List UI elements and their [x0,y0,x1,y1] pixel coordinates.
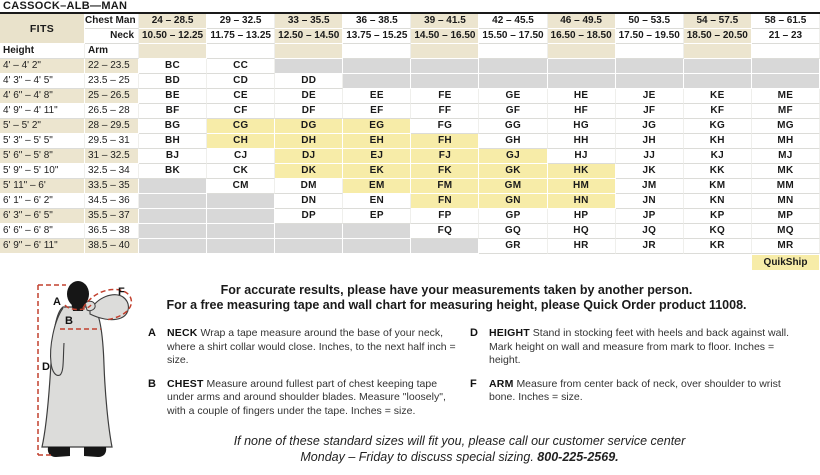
height-range-cell: 4' 9" – 4' 11" [0,104,85,119]
note-height-term: HEIGHT [489,327,530,339]
table-row [0,149,820,164]
size-code-cell: MJ [752,149,820,164]
unavailable-cell [548,74,616,89]
size-code-cell: EP [343,209,411,224]
arm-col-label: Arm [85,44,139,59]
size-code-cell: BF [139,104,207,119]
size-code-cell: HF [548,104,616,119]
height-range-cell: 5' 11" – 6' [0,179,85,194]
unavailable-cell [275,59,343,74]
size-code-cell: HJ [548,149,616,164]
size-code-cell: GN [479,194,547,209]
table-row [0,119,820,134]
size-code-cell: EE [343,89,411,104]
arm-range-cell: 25 – 26.5 [85,89,139,104]
measure-notes-right [470,327,798,415]
size-code-cell: EK [343,164,411,179]
size-code-cell: HQ [548,224,616,239]
size-code-cell: GE [479,89,547,104]
table-row [0,164,820,179]
arm-range-cell: 32.5 – 34 [85,164,139,179]
table-row [0,179,820,194]
neck-range-header: 13.75 – 15.25 [343,29,411,44]
neck-range-header: 17.50 – 19.50 [616,29,684,44]
size-table-body [0,59,820,254]
note-neck-term: NECK [167,327,198,339]
neck-range-header: 18.50 – 20.50 [684,29,752,44]
unavailable-cell [343,59,411,74]
header-spacer-cell [548,44,616,59]
size-code-cell: FP [411,209,479,224]
size-code-cell: BG [139,119,207,134]
size-code-cell: GJ [479,149,547,164]
arm-range-cell: 26.5 – 28 [85,104,139,119]
note-height-key: D [470,327,478,339]
header-spacer-cell [343,44,411,59]
size-code-cell: KH [684,134,752,149]
size-code-cell: JP [616,209,684,224]
unavailable-cell [752,74,820,89]
fits-label: FITS [0,14,85,44]
size-code-cell: DN [275,194,343,209]
size-code-cell: EN [343,194,411,209]
intro-text [93,283,820,313]
table-row [0,239,820,254]
left-shoe [48,447,70,457]
arm-range-cell: 29.5 – 31 [85,134,139,149]
size-code-cell: BJ [139,149,207,164]
size-code-cell: FH [411,134,479,149]
size-code-cell: MH [752,134,820,149]
height-range-cell: 6' 1" – 6' 2" [0,194,85,209]
unavailable-cell [139,209,207,224]
height-range-cell: 4' – 4' 2" [0,59,85,74]
size-code-cell: DP [275,209,343,224]
note-chest [148,378,466,419]
note-height-text: Stand in stocking feet with heels and back against wall. Mark height on wall and measure from mark to floor. Inches = height. [489,327,790,366]
size-code-cell: FM [411,179,479,194]
size-code-cell: CF [207,104,275,119]
table-row [0,209,820,224]
header-spacer-cell [616,44,684,59]
height-range-cell: 5' 6" – 5' 8" [0,149,85,164]
size-code-cell: KP [684,209,752,224]
note-neck [148,327,466,368]
header-spacer-cell [411,44,479,59]
size-code-cell: BH [139,134,207,149]
table-row [0,74,820,89]
size-table [0,14,820,254]
size-code-cell: BC [139,59,207,74]
arm-range-cell: 38.5 – 40 [85,239,139,254]
arm-range-cell: 33.5 – 35 [85,179,139,194]
size-code-cell: MN [752,194,820,209]
height-range-cell: 5' – 5' 2" [0,119,85,134]
arm-range-cell: 31 – 32.5 [85,149,139,164]
figure-label-arm: F [118,286,125,298]
unavailable-cell [275,239,343,254]
size-code-cell: CD [207,74,275,89]
note-chest-key: B [148,377,156,390]
size-code-cell: CM [207,179,275,194]
unavailable-cell [479,74,547,89]
unavailable-cell [616,74,684,89]
size-code-cell: MG [752,119,820,134]
size-code-cell: GR [479,239,547,254]
size-code-cell: CC [207,59,275,74]
size-code-cell: HR [548,239,616,254]
unavailable-cell [411,59,479,74]
size-code-cell: KG [684,119,752,134]
special-sizing-line-1: If none of these standard sizes will fit you, please call our customer service center [233,434,686,448]
height-range-cell: 6' 3" – 6' 5" [0,209,85,224]
size-code-cell: GP [479,209,547,224]
size-code-cell: MM [752,179,820,194]
size-code-cell: CG [207,119,275,134]
neck-range-header: 12.50 – 14.50 [275,29,343,44]
arm-range-cell: 36.5 – 38 [85,224,139,239]
size-code-cell: GM [479,179,547,194]
size-code-cell: JG [616,119,684,134]
height-range-cell: 6' 9" – 6' 11" [0,239,85,254]
unavailable-cell [139,179,207,194]
size-code-cell: DG [275,119,343,134]
unavailable-cell [343,224,411,239]
note-chest-term: CHEST [167,377,204,390]
unavailable-cell [684,74,752,89]
size-code-cell: FG [411,119,479,134]
page-title: CASSOCK–ALB—MAN [0,0,820,14]
size-code-cell: JN [616,194,684,209]
figure-label-chest: B [65,315,73,327]
neck-row-label: Neck [85,29,139,44]
neck-range-header: 10.50 – 12.25 [139,29,207,44]
unavailable-cell [207,224,275,239]
size-code-cell: DM [275,179,343,194]
arm-range-cell: 23.5 – 25 [85,74,139,89]
quikship-legend-row [0,254,820,271]
size-code-cell: CK [207,164,275,179]
size-code-cell: DE [275,89,343,104]
figure-label-height: D [42,361,50,373]
size-code-cell: JE [616,89,684,104]
size-code-cell: KN [684,194,752,209]
size-code-cell: EM [343,179,411,194]
size-code-cell: HM [548,179,616,194]
unavailable-cell [343,74,411,89]
size-code-cell: MR [752,239,820,254]
header-spacer-cell [752,44,820,59]
size-code-cell: HP [548,209,616,224]
chest-range-header: 33 – 35.5 [275,14,343,29]
unavailable-cell [616,59,684,74]
note-arm-text: Measure from center back of neck, over shoulder to wrist bone. Inches = size. [489,377,781,403]
size-code-cell: GF [479,104,547,119]
size-code-cell: KJ [684,149,752,164]
chest-range-header: 50 – 53.5 [616,14,684,29]
size-code-cell: HN [548,194,616,209]
header-spacer-cell [479,44,547,59]
size-code-cell: HK [548,164,616,179]
size-code-cell: EG [343,119,411,134]
measure-notes-left [148,327,466,428]
intro-line-2: For a free measuring tape and wall chart for measuring height, please Quick Order product 11008. [166,298,747,312]
size-code-cell: EH [343,134,411,149]
size-code-cell: BD [139,74,207,89]
table-row [0,104,820,119]
chest-range-header: 58 – 61.5 [752,14,820,29]
size-code-cell: FQ [411,224,479,239]
size-code-cell: JM [616,179,684,194]
unavailable-cell [207,239,275,254]
unavailable-cell [207,209,275,224]
neck-range-header: 11.75 – 13.25 [207,29,275,44]
height-range-cell: 4' 6" – 4' 8" [0,89,85,104]
chest-range-header: 42 – 45.5 [479,14,547,29]
unavailable-cell [275,224,343,239]
height-range-cell: 6' 6" – 6' 8" [0,224,85,239]
size-code-cell: KR [684,239,752,254]
arm-range-cell: 35.5 – 37 [85,209,139,224]
unavailable-cell [139,239,207,254]
size-code-cell: DJ [275,149,343,164]
robe-body [42,307,112,447]
note-chest-text: Measure around fullest part of chest keeping tape under arms and around shoulder blades. Measure "loosely", with a couple of fingers under the tape. Inches = size. [167,377,446,417]
header-spacer-cell [275,44,343,59]
height-range-cell: 5' 9" – 5' 10" [0,164,85,179]
height-range-cell: 4' 3" – 4' 5" [0,74,85,89]
size-code-cell: BE [139,89,207,104]
chest-range-header: 46 – 49.5 [548,14,616,29]
size-code-cell: CJ [207,149,275,164]
size-code-cell: FN [411,194,479,209]
size-code-cell: MQ [752,224,820,239]
size-code-cell: HG [548,119,616,134]
unavailable-cell [411,239,479,254]
size-code-cell: JJ [616,149,684,164]
neck-range-header: 15.50 – 17.50 [479,29,547,44]
size-code-cell: HE [548,89,616,104]
arm-range-cell: 34.5 – 36 [85,194,139,209]
header-spacer-cell [207,44,275,59]
quikship-legend: QuikShip [752,255,819,270]
chest-row-label: Chest Man [85,14,139,29]
note-height [470,327,798,368]
unavailable-cell [411,74,479,89]
note-neck-text: Wrap a tape measure around the base of your neck, where a shirt collar would close. Inches, to the next half inch = size. [167,327,456,366]
neck-range-header: 21 – 23 [752,29,820,44]
size-code-cell: GH [479,134,547,149]
chest-range-header: 24 – 28.5 [139,14,207,29]
unavailable-cell [343,239,411,254]
note-arm-key: F [470,377,477,390]
size-code-cell: DK [275,164,343,179]
size-code-cell: KE [684,89,752,104]
unavailable-cell [752,59,820,74]
chest-range-header: 29 – 32.5 [207,14,275,29]
size-code-cell: ME [752,89,820,104]
table-row [0,194,820,209]
size-code-cell: JQ [616,224,684,239]
size-code-cell: CE [207,89,275,104]
size-code-cell: KM [684,179,752,194]
size-code-cell: GK [479,164,547,179]
chest-range-header: 54 – 57.5 [684,14,752,29]
unavailable-cell [684,59,752,74]
size-code-cell: FE [411,89,479,104]
size-code-cell: KK [684,164,752,179]
figure-label-neck: A [53,296,61,308]
phone-number: 800-225-2569. [537,449,619,464]
size-code-cell: MF [752,104,820,119]
height-col-label: Height [0,44,85,59]
size-code-cell: EJ [343,149,411,164]
table-row [0,89,820,104]
header-spacer-cell [139,44,207,59]
unavailable-cell [548,59,616,74]
neck-range-header: 16.50 – 18.50 [548,29,616,44]
arm-range-cell: 28 – 29.5 [85,119,139,134]
size-code-cell: FF [411,104,479,119]
size-code-cell: DD [275,74,343,89]
size-code-cell: MP [752,209,820,224]
note-arm [470,378,798,405]
size-code-cell: JR [616,239,684,254]
size-code-cell: KQ [684,224,752,239]
table-row [0,224,820,239]
note-neck-key: A [148,327,156,339]
unavailable-cell [139,224,207,239]
size-code-cell: CH [207,134,275,149]
size-code-cell: FK [411,164,479,179]
table-row [0,59,820,74]
arm-range-cell: 22 – 23.5 [85,59,139,74]
chest-range-header: 39 – 41.5 [411,14,479,29]
header-spacer-cell [684,44,752,59]
size-code-cell: BK [139,164,207,179]
table-row [0,134,820,149]
size-code-cell: GQ [479,224,547,239]
size-code-cell: EF [343,104,411,119]
special-sizing-note [99,434,820,465]
neck-range-header: 14.50 – 16.50 [411,29,479,44]
size-code-cell: JK [616,164,684,179]
size-code-cell: GG [479,119,547,134]
size-code-cell: JF [616,104,684,119]
intro-line-1: For accurate results, please have your measurements taken by another person. [220,283,693,297]
size-code-cell: DH [275,134,343,149]
size-code-cell: KF [684,104,752,119]
height-range-cell: 5' 3" – 5' 5" [0,134,85,149]
size-code-cell: HH [548,134,616,149]
size-code-cell: MK [752,164,820,179]
chest-range-header: 36 – 38.5 [343,14,411,29]
size-code-cell: DF [275,104,343,119]
unavailable-cell [207,194,275,209]
unavailable-cell [139,194,207,209]
unavailable-cell [479,59,547,74]
special-sizing-line-2: Monday – Friday to discuss special sizing. 800-225-2569. [300,449,619,464]
robe-left-sleeve [51,308,64,375]
size-code-cell: FJ [411,149,479,164]
size-code-cell: JH [616,134,684,149]
note-arm-term: ARM [489,377,514,390]
size-table-header [0,14,820,59]
